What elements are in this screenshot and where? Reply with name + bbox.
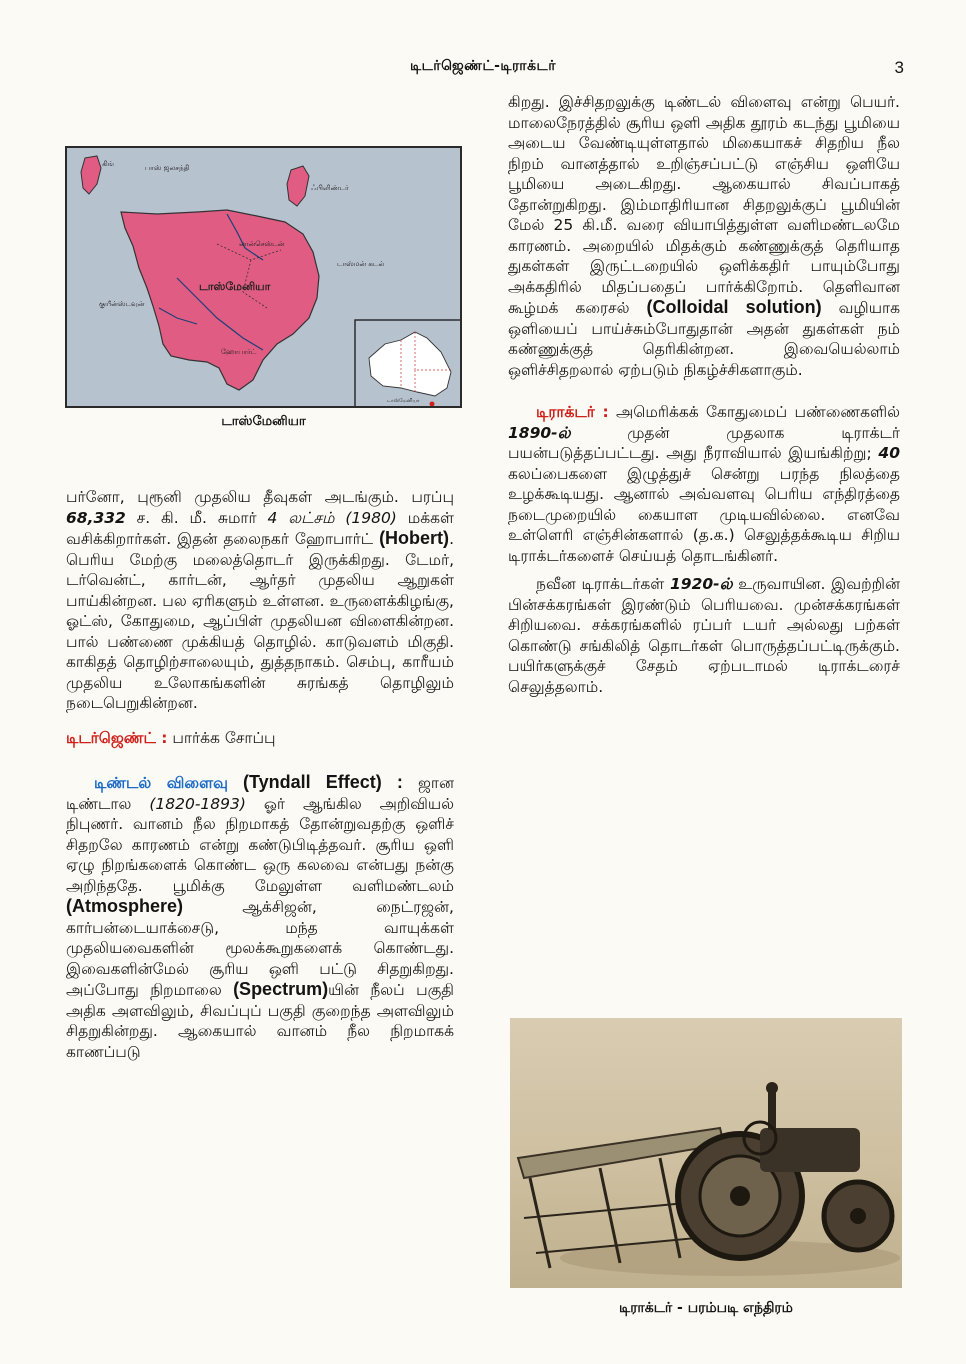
tractor-modern-paragraph: நவீன டிராக்டர்கள் 1920-ல் உருவாயின. இவற்றின் பின்சக்கரங்கள் இரண்டும் பெரியவை. முன்சக்கரங்கள் சிறியவை. சக்கரங்களில் ரப்பர் டயர் அல்லது பற்கள் கொண்டு சங்கிலித் தொடர்கள் பொருத்தப்பட்டிருக்கும். பயிர்களுக்குச் சேதம் ஏற்படாமல் டிராக்டரைச் செலுத்தலாம். [508, 575, 900, 696]
label-king: கிங் [102, 160, 114, 168]
inset-label: டாஸ்மேனியா [387, 398, 420, 404]
king-island [81, 156, 101, 194]
tasmania-map [65, 146, 462, 408]
label-sea: டாஸ்மன் கடல் [337, 260, 385, 268]
map-caption: டாஸ்மேனியா [221, 414, 306, 429]
flinders-island [287, 166, 309, 206]
label-queenstown: குயீன்ஸ்டவுன் [99, 300, 145, 308]
photo-caption: டிராக்டர் - பரம்படி எந்திரம் [619, 1300, 793, 1316]
left-column [66, 487, 454, 1062]
tasmania-marker [430, 402, 435, 407]
tyndall-continued: கிறது. இச்சிதறலுக்கு டிண்டல் விளைவு என்று பெயர். மாலைநேரத்தில் சூரிய ஒளி அதிக தூரம் கடந்து பூமியை அடைய வேண்டியுள்ளதால் மிகையாகச் சிதறிய நீல நிறம் வானத்தால் உறிஞ்சப்பட்டு எஞ்சிய ஒளியே பூமியை அடைகிறது. ஆகையால் சிவப்பாகத் தோன்றுகிறது. இம்மாதிரியான சிதறலுக்குப் பூமியின் மேல் 25 கி.மீ. வரை வியாபித்துள்ள வளிமண்டலமே காரணம். அறையில் மிதக்கும் கண்ணுக்குத் தெரியாத துகள்கள் இருட்டறையில் ஒளிக்கதிர் பாயும்போது அக்கதிரில் மிதப்பதைப் பார்க்கிறோம். தெளிவான கூழ்மக் கரைசல் (Colloidal solution) வழியாக ஒளியைப் பாய்ச்சும்போதுதான் அதன் துகள்கள் நம் கண்ணுக்குத் தெரிகின்றன. இவையெல்லாம் ஒளிச்சிதறலால் ஏற்படும் நிகழ்ச்சிகளாகும். [508, 93, 900, 379]
tractor-heading: டிராக்டர் : [536, 403, 609, 421]
tasmania-map-svg [67, 148, 462, 408]
tyndall-heading: டிண்டல் விளைவு [94, 774, 228, 792]
tasmania-paragraph: பர்னோ, புரூனி முதலிய தீவுகள் அடங்கும். பரப்பு 68,332 ச. கி. மீ. சுமார் 4 லட்சம் (1980) மக்கள் வசிக்கிறார்கள். இதன் தலைநகர் ஹோபார்ட் (Hobert). பெரிய மேற்கு மலைத்தொடர் இருக்கிறது. டேமர், டர்வென்ட், கார்டன், ஆர்தர் முதலிய ஆறுகள் பாய்கின்றன. பல ஏரிகளும் உள்ளன. உருளைக்கிழங்கு, ஓட்ஸ், கோதுமை, ஆப்பிள் முதலியன விளைகின்றன. பால் பண்ணை முக்கியத் தொழில். காடுவளம் மிகுதி. காகிதத் தொழிற்சாலையும், துத்தநாகம். செம்பு, காரீயம் முதலிய உலோகங்களின் சுரங்கத் தொழிலும் நடைபெறுகின்றன. [66, 488, 455, 712]
label-flinders: ஃபிளிண்டர் [311, 184, 349, 192]
label-hobart: ஹோபார்ட் [221, 348, 257, 356]
tyndall-entry: டிண்டல் விளைவு (Tyndall Effect) : ஜான டிண்டால (1820-1893) ஓர் ஆங்கில அறிவியல் நிபுணர். வானம் நீல நிறமாகத் தோன்றுவதற்கு ஒளிச் சிதறலே காரணம் என்று கண்டுபிடித்தவர். சூரிய ஒளி ஏழு நிறங்களைக் கொண்ட ஒரு கலவை என்பது நன்கு அறிந்ததே. பூமிக்கு மேலுள்ள வளிமண்டலம் (Atmosphere) ஆக்சிஜன், நைட்ரஜன், கார்பன்டையாக்சைடு, மந்த வாயுக்கள் முதலியவைகளின் மூலக்கூறுகளைக் கொண்டது. இவைகளின்மேல் சூரிய ஒளி பட்டு சிதறுகிறது. அப்போது நிறமாலை (Spectrum)யின் நீலப் பகுதி அதிக அளவிலும், சிவப்புப் பகுதி குறைந்த அளவிலும் சிதறுகின்றது. ஆகையால் வானம் நீல நிறமாகக் காணப்படு [66, 772, 454, 1061]
tasmania-mainland [121, 210, 319, 390]
tractor-illustration [510, 1018, 902, 1288]
right-column [508, 92, 900, 697]
page-number: 3 [894, 58, 904, 77]
tractor-photo [510, 1018, 902, 1288]
page-header: டிடர்ஜெண்ட்-டிராக்டர் [409, 58, 557, 74]
label-strait: பாஸ் ஜலசந்தி [145, 164, 190, 172]
detergent-entry: டிடர்ஜெண்ட் : பார்க்க சோப்பு [66, 728, 276, 747]
tractor-entry: டிராக்டர் : அமெரிக்கக் கோதுமைப் பண்ணைகளில் 1890-ல் முதன் முதலாக டிராக்டர் பயன்படுத்தப்பட்டது. அது நீராவியால் இயங்கிற்று; 40 கலப்பைகளை இழுத்துச் சென்று பரந்த நிலத்தை உழக்கூடியது. ஆனால் அவ்வளவு பெரிய எந்திரத்தை நடைமுறையில் கையாள முடியவில்லை. எனவே உள்ளெரி எஞ்சின்களால் (த.க.) செலுத்தக்கூடிய சிறிய டிராக்டர்களைச் செய்யத் தொடங்கினர். [508, 403, 901, 565]
label-launceston: லான்செஸ்டன் [239, 240, 285, 248]
detergent-heading: டிடர்ஜெண்ட் : [66, 728, 168, 747]
label-tasmania: டாஸ்மேனியா [199, 280, 271, 293]
